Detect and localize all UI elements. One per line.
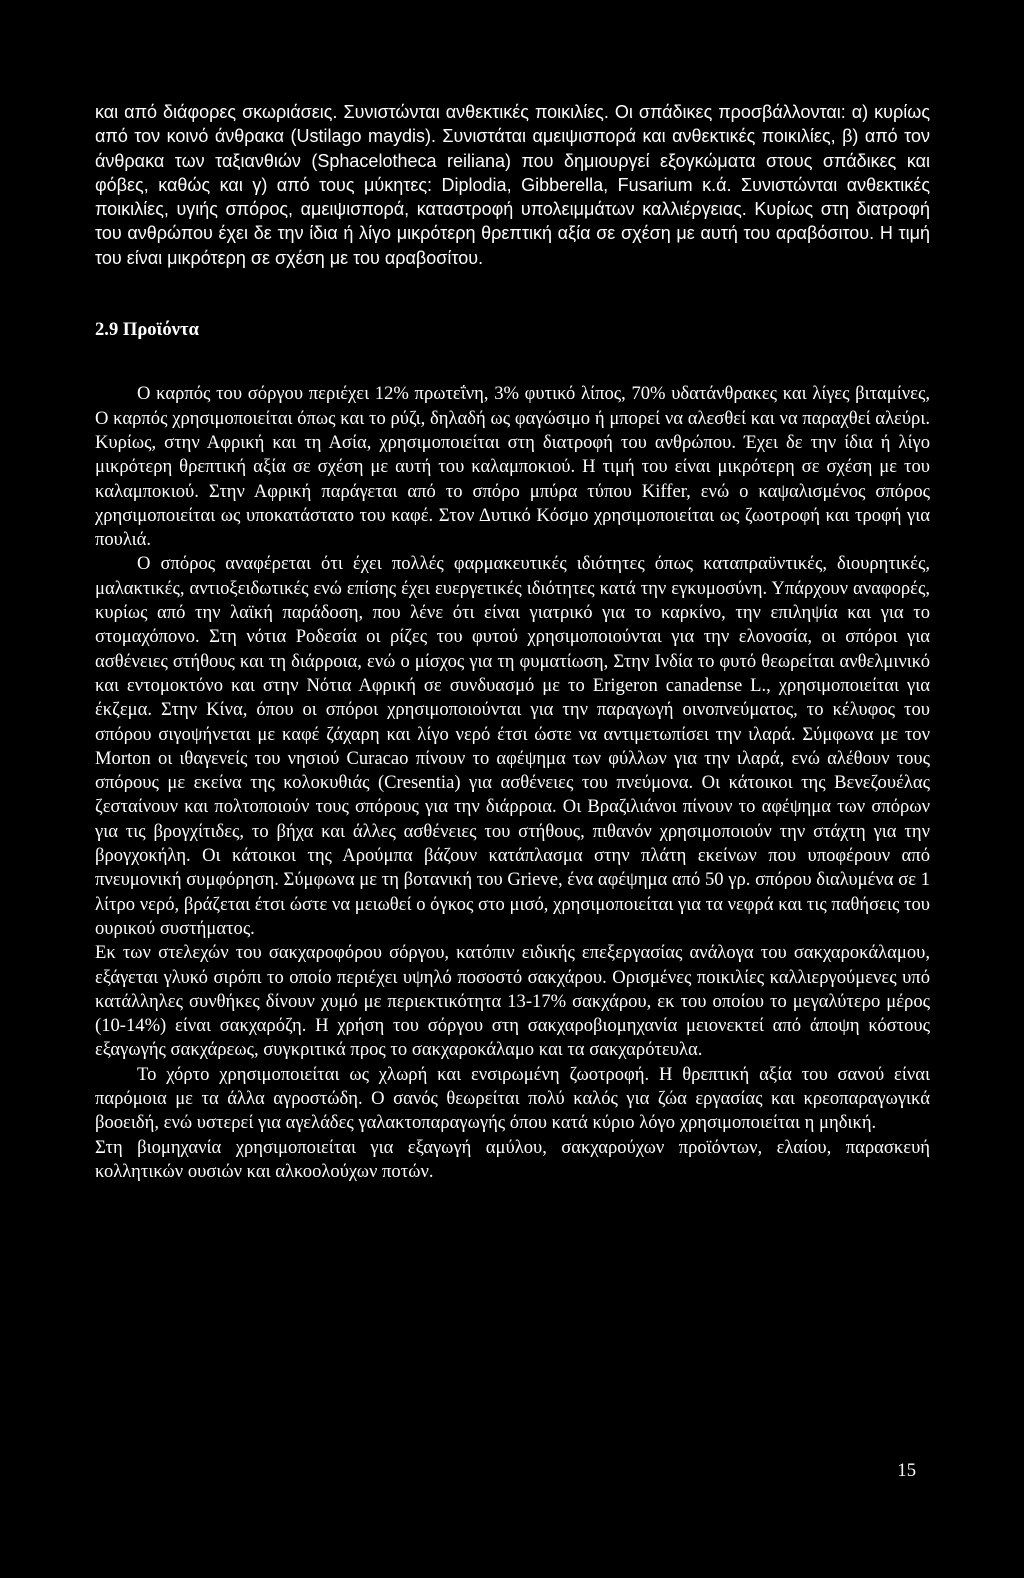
paragraph-medicinal: Ο σπόρος αναφέρεται ότι έχει πολλές φαρμακευτικές ιδιότητες όπως καταπραϋντικές, διουρητικές, μαλακτικές, αντιοξειδωτικές ενώ επίσης έχει ευεργετικές ιδιότητες κατά την εγκυμοσύνη. Υπάρχουν αναφορές, κυρίως από την λαϊκή παράδοση, που λένε ότι είναι γιατρικό για το καρκίνο, την επιληψία και για το στομαχόπονο. Στη νότια Ροδεσία οι ρίζες του φυτού χρησιμοποιούνται για την ελονοσία, οι σπόροι για ασθένειες στήθους και τη διάρροια, ενώ ο μίσχος για τη φυματίωση, Στην Ινδία το φυτό θεωρείται ανθελμινικό και εντομοκτόνο και στην Νότια Αφρική σε συνδυασμό με το Erigeron canadense L., χρησιμοποιείται για έκζεμα. Στην Κίνα, όπου οι σπόροι χρησιμοποιούνται για την παραγωγή οινοπνεύματος, το κέλυφος του σπόρου σιγοψήνεται με καφέ ζάχαρη και λίγο νερό έτσι ώστε να αντιμετωπίσει την ιλαρά. Σύμφωνα με τον Morton οι ιθαγενείς του νησιού Curacao πίνουν το αφέψημα των φύλλων για την ιλαρά, ενώ αλέθουν τους σπόρους με εκείνα της κολοκυθιάς (Cresentia) για ασθένειες του πνεύμονα. Οι κάτοικοι της Βενεζουέλας ζεσταίνουν και πολτοποιούν τους σπόρους για την διάρροια. Οι Βραζιλιάνοι πίνουν το αφέψημα των σπόρων για τις βρογχίτιδες, το βήχα και άλλες ασθένειες του στήθους, πιθανόν χρησιμοποιούν την στάχτη για την βρογχοκήλη. Οι κάτοικοι της Αρούμπα βάζουν κατάπλασμα στην πλάτη εκείνων που υποφέρουν από πνευμονική συμφόρηση. Σύμφωνα με τη βοτανική του Grieve, ένα αφέψημα από 50 γρ. σπόρου διαλυμένα σε 1 λίτρο νερό, βράζεται έτσι ώστε να μειωθεί ο όγκος στο μισό, χρησιμοποιείται για τα νεφρά και τις παθήσεις του ουρικού συστήματος. — [95, 553, 930, 939]
section-heading: 2.9 Προϊόντα — [95, 319, 199, 341]
page-number: 15 — [897, 1460, 916, 1481]
intro-paragraph: και από διάφορες σκωριάσεις. Συνιστώνται ανθεκτικές ποικιλίες. Οι σπάδικες προσβάλλονται: α) κυρίως από τον κοινό άνθρακα (Ustilago maydis). Συνιστάται αμειψισπορά και ανθεκτικές ποικιλίες, β) από τον άνθρακα των ταξιανθιών (Sphacelotheca reiliana) που δημιουργεί εξογκώματα στους σπάδικες και φόβες, καθώς και γ) από τους μύκητες: Diplodia, Gibberella, Fusarium κ.ά. Συνιστώνται ανθεκτικές ποικιλίες, υγιής σπόρος, αμειψισπορά, καταστροφή υπολειμμάτων καλλιέργειας. Κυρίως στη διατροφή του ανθρώπου έχει δε την ίδια ή λίγο μικρότερη θρεπτική αξία σε σχέση με αυτή του αραβόσιτου. Η τιμή του είναι μικρότερη σε σχέση με του αραβοσίτου. — [95, 102, 930, 268]
paragraph-forage: Το χόρτο χρησιμοποιείται ως χλωρή και ενσιρωμένη ζωοτροφή. Η θρεπτική αξία του σανού είναι παρόμοια με τα άλλα αγροστώδη. Ο σανός θεωρείται πολύ καλός για ζώα εργασίας και κρεοπαραγωγικά βοοειδή, ενώ υστερεί για αγελάδες γαλακτοπαραγωγής όπου κατά κύριο λόγο χρησιμοποιείται η μηδική. — [95, 1063, 930, 1134]
paragraph-nutrition: Ο καρπός του σόργου περιέχει 12% πρωτεΐνη, 3% φυτικό λίπος, 70% υδατάνθρακες και λίγες βιταμίνες, Ο καρπός χρησιμοποιείται όπως και το ρύζι, δηλαδή ως φαγώσιμο ή μπορεί να αλεσθεί και να παραχθεί αλεύρι. Κυρίως, στην Αφρική και τη Ασία, χρησιμοποιείται στη διατροφή του ανθρώπου. Έχει δε την ίδια ή λίγο μικρότερη θρεπτική αξία σε σχέση με αυτή του καλαμποκιού. Η τιμή του είναι μικρότερη σε σχέση με του καλαμποκιού. Στην Αφρική παράγεται από το σπόρο μπύρα τύπου Kiffer, ενώ ο καψαλισμένος σπόρος χρησιμοποιείται ως υποκατάστατο του καφέ. Στον Δυτικό Κόσμο χρησιμοποιείται ως ζωοτροφή και τροφή για πουλιά. — [95, 383, 930, 551]
paragraph-syrup: Εκ των στελεχών του σακχαροφόρου σόργου, κατόπιν ειδικής επεξεργασίας ανάλογα του σακχαροκάλαμου, εξάγεται γλυκό σιρόπι το οποίο περιέχει υψηλό ποσοστό σακχάρου. Ορισμένες ποικιλίες καλλιεργούμενες υπό κατάλληλες συνθήκες δίνουν χυμό με περιεκτικότητα 13-17% σακχάρου, εκ του οποίου το μεγαλύτερο μέρος (10-14%) είναι σακχαρόζη. Η χρήση του σόργου στη σακχαροβιομηχανία μειονεκτεί από άποψη κόστους εξαγωγής σακχάρεως, συγκριτικά προς το σακχαροκάλαμο και τα σακχαρότευλα. — [95, 942, 930, 1061]
paragraph-industry: Στη βιομηχανία χρησιμοποιείται για εξαγωγή αμύλου, σακχαρούχων προϊόντων, ελαίου, παρασκευή κολλητικών ουσιών και αλκοολούχων ποτών. — [95, 1136, 930, 1182]
page-content — [95, 100, 930, 1184]
